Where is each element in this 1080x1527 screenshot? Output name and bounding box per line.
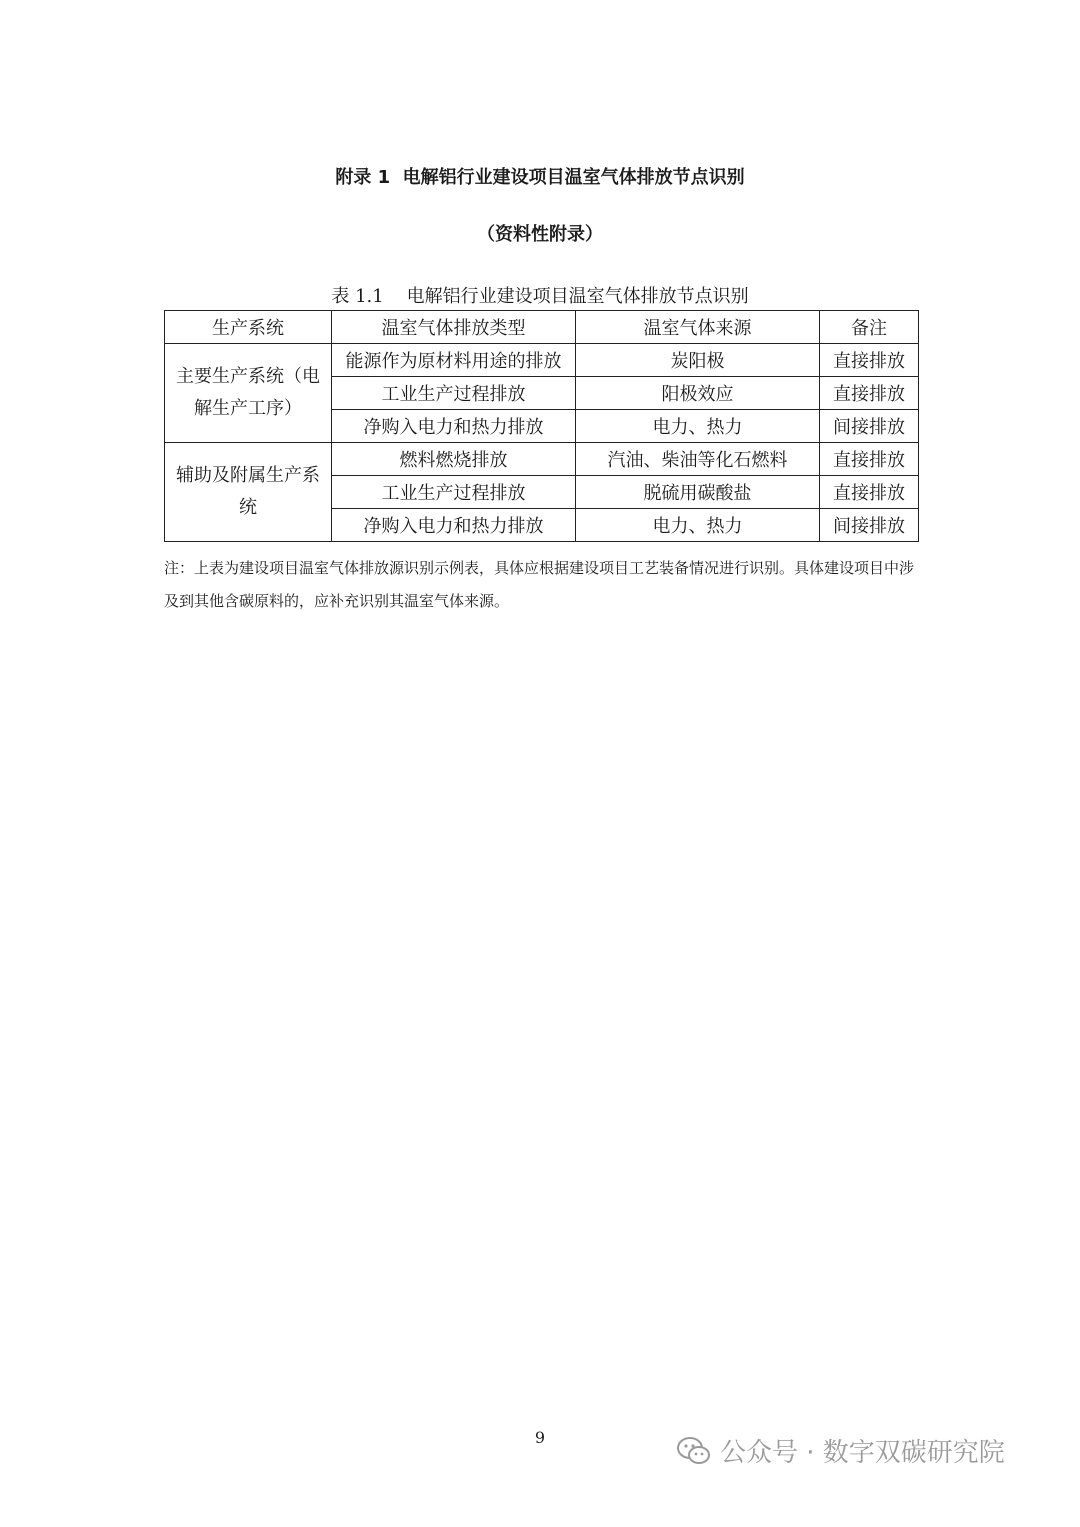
emission-type-cell: 工业生产过程排放	[332, 476, 576, 509]
source-cell: 电力、热力	[576, 509, 820, 542]
page-number: 9	[534, 1428, 546, 1447]
source-cell: 电力、热力	[576, 410, 820, 443]
source-cell: 脱硫用碳酸盐	[576, 476, 820, 509]
emission-type-cell: 能源作为原材料用途的排放	[332, 344, 576, 377]
table-header-row	[165, 311, 919, 344]
emission-type-cell: 工业生产过程排放	[332, 377, 576, 410]
table-row	[165, 344, 919, 377]
header-cell: 生产系统	[165, 311, 332, 344]
wechat-icon	[676, 1436, 712, 1466]
page-title: 附录 1 电解铝行业建设项目温室气体排放节点识别	[335, 167, 745, 188]
source-cell: 炭阳极	[576, 344, 820, 377]
emission-type-cell: 燃料燃烧排放	[332, 443, 576, 476]
remark-cell: 间接排放	[820, 509, 919, 542]
watermark-text: 公众号 · 数字双碳研究院	[720, 1438, 1005, 1468]
remark-cell: 直接排放	[820, 443, 919, 476]
table-note: 注：上表为建设项目温室气体排放源识别示例表，具体应根据建设项目工艺装备情况进行识别。具体建设项目中涉及到其他含碳原料的，应补充识别其温室气体来源。	[164, 559, 915, 610]
page-subtitle: （资料性附录）	[477, 224, 603, 245]
header-cell: 温室气体来源	[576, 311, 820, 344]
emission-type-cell: 净购入电力和热力排放	[332, 410, 576, 443]
remark-cell: 直接排放	[820, 344, 919, 377]
table-caption: 表 1.1 电解铝行业建设项目温室气体排放节点识别	[331, 286, 749, 307]
remark-cell: 直接排放	[820, 377, 919, 410]
system-cell: 主要生产系统（电解生产工序）	[165, 344, 332, 443]
emission-nodes-table	[164, 310, 919, 542]
remark-cell: 间接排放	[820, 410, 919, 443]
remark-cell: 直接排放	[820, 476, 919, 509]
source-cell: 阳极效应	[576, 377, 820, 410]
watermark	[676, 1432, 1005, 1469]
emission-type-cell: 净购入电力和热力排放	[332, 509, 576, 542]
header-cell: 温室气体排放类型	[332, 311, 576, 344]
table-row	[165, 443, 919, 476]
header-cell: 备注	[820, 311, 919, 344]
system-cell: 辅助及附属生产系统	[165, 443, 332, 542]
source-cell: 汽油、柴油等化石燃料	[576, 443, 820, 476]
